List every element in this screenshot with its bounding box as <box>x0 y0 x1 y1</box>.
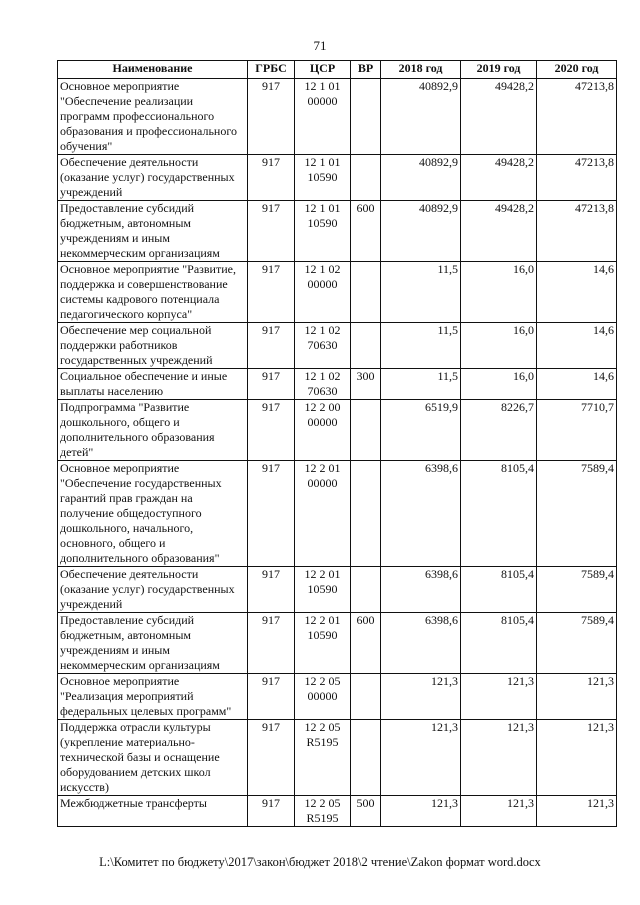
table-row <box>58 567 617 613</box>
row-2018: 40892,9 <box>381 155 461 201</box>
row-2018: 121,3 <box>381 796 461 827</box>
row-csr: 12 2 05 R5195 <box>295 720 351 796</box>
row-name: Социальное обеспечение и иные выплаты населению <box>58 369 248 400</box>
row-2019: 49428,2 <box>461 79 537 155</box>
row-grbs: 917 <box>248 262 295 323</box>
row-name: Подпрограмма "Развитие дошкольного, общего и дополнительного образования детей" <box>58 400 248 461</box>
row-csr: 12 2 01 10590 <box>295 613 351 674</box>
row-2019: 16,0 <box>461 369 537 400</box>
row-2020: 47213,8 <box>537 155 617 201</box>
row-vr <box>351 674 381 720</box>
table-row <box>58 400 617 461</box>
row-2020: 14,6 <box>537 323 617 369</box>
row-name: Предоставление субсидий бюджетным, автономным учреждениям и иным некоммерческим организациям <box>58 201 248 262</box>
table-row <box>58 720 617 796</box>
row-vr: 500 <box>351 796 381 827</box>
row-csr: 12 1 01 10590 <box>295 155 351 201</box>
header-2019: 2019 год <box>461 61 537 79</box>
row-vr <box>351 461 381 567</box>
row-csr: 12 2 05 00000 <box>295 674 351 720</box>
row-grbs: 917 <box>248 613 295 674</box>
row-2020: 47213,8 <box>537 201 617 262</box>
row-vr: 300 <box>351 369 381 400</box>
row-2018: 40892,9 <box>381 201 461 262</box>
row-vr <box>351 155 381 201</box>
row-2019: 8105,4 <box>461 567 537 613</box>
row-2020: 7710,7 <box>537 400 617 461</box>
row-vr: 600 <box>351 613 381 674</box>
row-2020: 7589,4 <box>537 613 617 674</box>
row-2020: 121,3 <box>537 720 617 796</box>
row-vr: 600 <box>351 201 381 262</box>
row-2020: 14,6 <box>537 262 617 323</box>
row-csr: 12 1 02 70630 <box>295 323 351 369</box>
row-2019: 16,0 <box>461 262 537 323</box>
table-row <box>58 323 617 369</box>
row-vr <box>351 262 381 323</box>
row-name: Поддержка отрасли культуры (укрепление материально-технической базы и оснащение оборудованием детских школ искусств) <box>58 720 248 796</box>
row-grbs: 917 <box>248 369 295 400</box>
row-vr <box>351 323 381 369</box>
row-2019: 8105,4 <box>461 613 537 674</box>
table-row <box>58 796 617 827</box>
row-2018: 6398,6 <box>381 613 461 674</box>
row-2019: 121,3 <box>461 674 537 720</box>
row-grbs: 917 <box>248 201 295 262</box>
row-2019: 49428,2 <box>461 155 537 201</box>
row-2018: 11,5 <box>381 323 461 369</box>
table-row <box>58 201 617 262</box>
row-vr <box>351 567 381 613</box>
row-2018: 11,5 <box>381 262 461 323</box>
row-grbs: 917 <box>248 796 295 827</box>
row-name: Предоставление субсидий бюджетным, автономным учреждениям и иным некоммерческим организациям <box>58 613 248 674</box>
row-name: Основное мероприятие "Обеспечение государственных гарантий прав граждан на получение общедоступного дошкольного, начального, основного, общего и дополнительного образования" <box>58 461 248 567</box>
row-grbs: 917 <box>248 79 295 155</box>
table-row <box>58 79 617 155</box>
row-name: Обеспечение мер социальной поддержки работников государственных учреждений <box>58 323 248 369</box>
row-2019: 121,3 <box>461 796 537 827</box>
row-name: Основное мероприятие "Развитие, поддержка и совершенствование системы кадрового потенциала педагогического корпуса" <box>58 262 248 323</box>
row-2019: 49428,2 <box>461 201 537 262</box>
table-row <box>58 262 617 323</box>
row-grbs: 917 <box>248 155 295 201</box>
page-number: 71 <box>313 38 327 53</box>
row-csr: 12 1 02 00000 <box>295 262 351 323</box>
table-row <box>58 461 617 567</box>
row-csr: 12 2 05 R5195 <box>295 796 351 827</box>
row-2018: 6519,9 <box>381 400 461 461</box>
table-row <box>58 155 617 201</box>
row-2020: 121,3 <box>537 674 617 720</box>
row-grbs: 917 <box>248 323 295 369</box>
row-2019: 8105,4 <box>461 461 537 567</box>
row-vr <box>351 79 381 155</box>
row-2019: 121,3 <box>461 720 537 796</box>
row-2018: 40892,9 <box>381 79 461 155</box>
row-vr <box>351 720 381 796</box>
header-vr: ВР <box>351 61 381 79</box>
header-grbs: ГРБС <box>248 61 295 79</box>
row-2018: 6398,6 <box>381 461 461 567</box>
row-csr: 12 1 02 70630 <box>295 369 351 400</box>
row-csr: 12 2 01 10590 <box>295 567 351 613</box>
row-name: Основное мероприятие "Реализация мероприятий федеральных целевых программ" <box>58 674 248 720</box>
table-header-row <box>58 61 617 79</box>
row-2020: 7589,4 <box>537 461 617 567</box>
row-2018: 6398,6 <box>381 567 461 613</box>
row-2018: 121,3 <box>381 674 461 720</box>
row-csr: 12 1 01 00000 <box>295 79 351 155</box>
row-2020: 14,6 <box>537 369 617 400</box>
row-name: Обеспечение деятельности (оказание услуг) государственных учреждений <box>58 567 248 613</box>
table-row <box>58 674 617 720</box>
row-grbs: 917 <box>248 461 295 567</box>
header-csr: ЦСР <box>295 61 351 79</box>
row-2019: 16,0 <box>461 323 537 369</box>
header-2018: 2018 год <box>381 61 461 79</box>
row-csr: 12 2 01 00000 <box>295 461 351 567</box>
budget-table <box>57 60 617 827</box>
row-2020: 121,3 <box>537 796 617 827</box>
row-2018: 11,5 <box>381 369 461 400</box>
header-name: Наименование <box>58 61 248 79</box>
row-grbs: 917 <box>248 674 295 720</box>
table-row <box>58 369 617 400</box>
row-grbs: 917 <box>248 400 295 461</box>
row-grbs: 917 <box>248 720 295 796</box>
row-vr <box>351 400 381 461</box>
row-csr: 12 1 01 10590 <box>295 201 351 262</box>
row-grbs: 917 <box>248 567 295 613</box>
document-file-path: L:\Комитет по бюджету\2017\закон\бюджет 2018\2 чтение\Zakon формат word.docx <box>99 855 541 869</box>
row-csr: 12 2 00 00000 <box>295 400 351 461</box>
row-2020: 47213,8 <box>537 79 617 155</box>
row-2019: 8226,7 <box>461 400 537 461</box>
row-name: Межбюджетные трансферты <box>58 796 248 827</box>
row-name: Обеспечение деятельности (оказание услуг) государственных учреждений <box>58 155 248 201</box>
row-2020: 7589,4 <box>537 567 617 613</box>
row-name: Основное мероприятие "Обеспечение реализации программ профессионального образования и профессионального обучения" <box>58 79 248 155</box>
row-2018: 121,3 <box>381 720 461 796</box>
header-2020: 2020 год <box>537 61 617 79</box>
table-row <box>58 613 617 674</box>
